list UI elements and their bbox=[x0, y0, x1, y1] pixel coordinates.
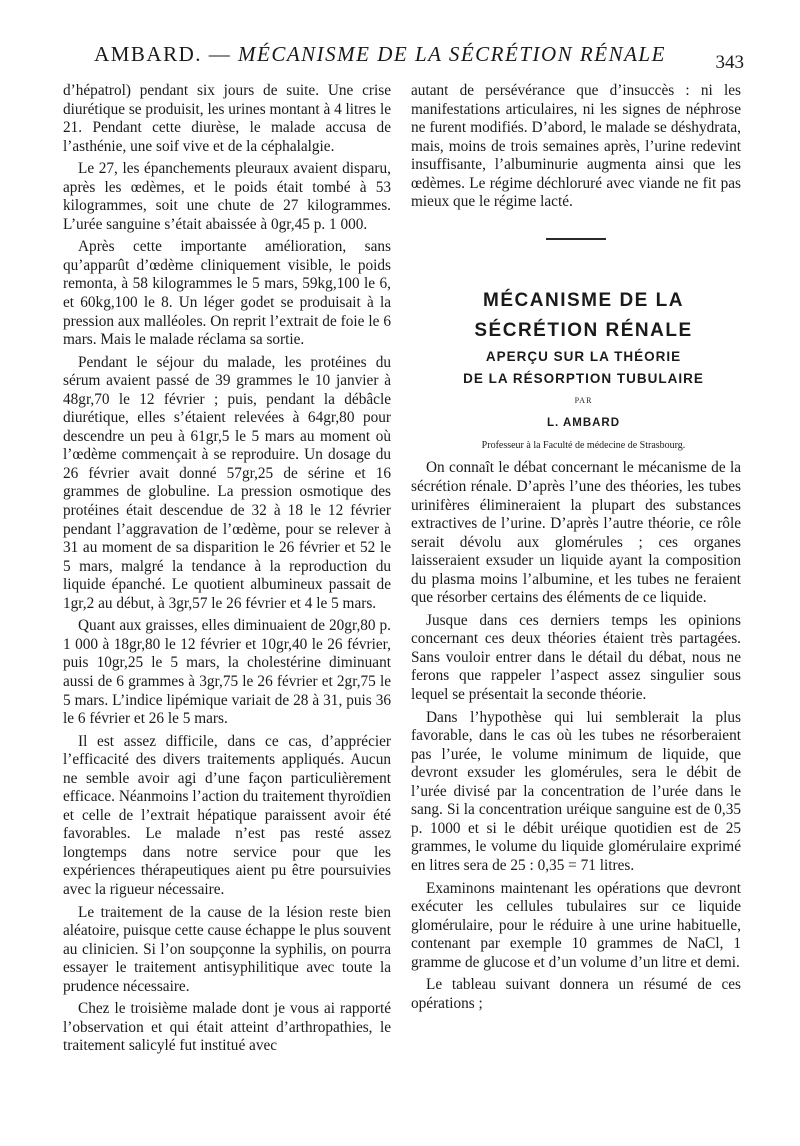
paragraph: Examinons maintenant les opérations que devront exécuter les cellules tubulaires sur ce liquide glomérulaire, pour le réduire à une urine habituelle, contenant par exemple 10 grammes de NaCl, 1 gramme de glucose et d’un volume d’un litre et demi. bbox=[411, 879, 741, 971]
paragraph: Dans l’hypothèse qui lui semblerait la plus favorable, dans le cas où les tubes ne résorberaient pas l’urée, le volume minimum de liquide, que devront exsuder les glomérules, sera le débit de l’urée divisé par la concentration de l’urée dans le sang. Si la concentration uréique sanguine est de 0,35 p. 1000 et si le débit uréique quotidien est de 25 grammes, le volume du liquide glomérulaire exprimé en litres sera de 25 : 0,35 = 71 litres. bbox=[411, 708, 741, 874]
page-number: 343 bbox=[715, 52, 744, 73]
left-column bbox=[63, 82, 391, 1060]
paragraph: Quant aux graisses, elles diminuaient de 20gr,80 p. 1 000 à 18gr,80 le 12 février et 10gr,40 le 26 février, puis 10gr,25 le 5 mars, la cholestérine diminuant aussi de 6 grammes à 3gr,75 le 26 février et 2gr,75 le 5 mars. L’indice lipémique variait de 28 à 31, puis 36 le 6 février et 26 le 5 mars. bbox=[63, 617, 391, 728]
author-affiliation: Professeur à la Faculté de médecine de Strasbourg. bbox=[481, 439, 686, 451]
paragraph: Pendant le séjour du malade, les protéines du sérum avaient passé de 39 grammes le 10 janvier à 48gr,70 le 12 février ; puis, pendant la débâcle diurétique, elles s’étaient relevées à 64gr,80 pour descendre un peu à 61gr,5 le 5 mars au moment où l’œdème commençait à se reproduire. Un dosage du 26 février avait donné 57gr,25 de sérine et 16 grammes de globuline. La pression osmotique des protéines était descendue de 32 à 18 le 12 février pendant l’aggravation de l’œdème, pour se relever à 31 au moment de sa disparition le 26 février et 52 le 5 mars, malgré la tendance à la reproduction du liquide épanché. Le quotient albumineux passait de 1gr,2 au début, à 3gr,57 le 26 février et 4 le 5 mars. bbox=[63, 353, 391, 612]
header-dash: — bbox=[202, 42, 238, 66]
paragraph: d’hépatrol) pendant six jours de suite. Une crise diurétique se produisit, les urines montant à 4 litres le 21. Pendant cette diurèse, le malade accusa de l’asthénie, une soif vive et de la céphalalgie. bbox=[63, 82, 391, 155]
paragraph: Après cette importante amélioration, sans qu’apparût d’œdème cliniquement visible, le poids remonta, à 58 kilogrammes le 5 mars, 59kg,100 le 6, et 60kg,100 le 8. Un léger godet se produisait à la pression aux malléoles. On reprit l’extrait de foie le 6 mars. Mais le malade réclama sa sortie. bbox=[63, 238, 391, 349]
article-heading bbox=[411, 288, 741, 456]
paragraph: Le 27, les épanchements pleuraux avaient disparu, après les œdèmes, et le poids était tombé à 53 kilogrammes, soit une chute de 27 kilogrammes. L’urée sanguine s’était abaissée à 0gr,45 p. 1 000. bbox=[63, 160, 391, 233]
paragraph: Chez le troisième malade dont je vous ai rapporté l’observation et qui était atteint d’arthropathies, le traitement salicylé fut institué avec bbox=[63, 1000, 391, 1055]
article-title-line-2: SÉCRÉTION RÉNALE bbox=[474, 319, 693, 341]
paragraph: Le traitement de la cause de la lésion reste bien aléatoire, puisque cette cause échappe le plus souvent au clinicien. Si l’on soupçonne la syphilis, on pourra essayer le traitement antisyphilitique avec toute la prudence nécessaire. bbox=[63, 903, 391, 995]
running-header bbox=[70, 40, 750, 80]
running-title bbox=[70, 42, 690, 67]
paragraph: autant de persévérance que d’insuccès : ni les manifestations articulaires, ni les signes de néphrose ne furent modifiés. D’abord, le malade se déshydrata, mais, moins de trois semaines après, l’urine redevint insuffisante, l’albuminurie augmenta ainsi que les œdèmes. Le régime déchloruré avec viande ne fit pas mieux que le régime lacté. bbox=[411, 82, 741, 211]
paragraph: Jusque dans ces derniers temps les opinions concernant ces deux théories étaient très partagées. Sans vouloir entrer dans le détail du débat, nous ne ferons que rappeler l’aspect assez singulier sous lequel se présentait la seconde théorie. bbox=[411, 611, 741, 704]
header-title: MÉCANISME DE LA SÉCRÉTION RÉNALE bbox=[238, 42, 666, 66]
article-title-line-1: MÉCANISME DE LA bbox=[483, 289, 684, 311]
paragraph: Il est assez difficile, dans ce cas, d’apprécier l’efficacité des divers traitements appliqués. Aucun ne semble avoir agi d’une façon particulièrement efficace. Néanmoins l’action du traitement thyroïdien et celle de l’extrait hépatique paraissent avoir été favorables. Le malade n’est pas resté assez longtemps dans notre service pour que les expériences thérapeutiques aient pu être poursuivies avec la rigueur nécessaire. bbox=[63, 732, 391, 898]
article-author: L. AMBARD bbox=[546, 417, 621, 430]
header-author: AMBARD. bbox=[94, 42, 202, 66]
paragraph: Le tableau suivant donnera un résumé de ces opérations ; bbox=[411, 976, 741, 1012]
section-divider bbox=[546, 238, 606, 240]
right-column bbox=[411, 82, 741, 1017]
paragraph: On connaît le débat concernant le mécanisme de la sécrétion rénale. D’après l’une des théories, les tubes urinifères élimineraient la plupart des substances extractives de l’urine. D’après l’autre théorie, ce rôle serait dévolu aux glomérules ; ces organes laisseraient exsuder un liquide ayant la composition du plasma moins l’albumine, et les tubes ne feraient que résorber certains des éléments de ce liquide. bbox=[411, 459, 741, 607]
article-subtitle-line-1: APERÇU SUR LA THÉORIE bbox=[485, 348, 682, 364]
article-subtitle-line-2: DE LA RÉSORPTION TUBULAIRE bbox=[463, 370, 704, 386]
byline-par: PAR bbox=[574, 395, 593, 405]
